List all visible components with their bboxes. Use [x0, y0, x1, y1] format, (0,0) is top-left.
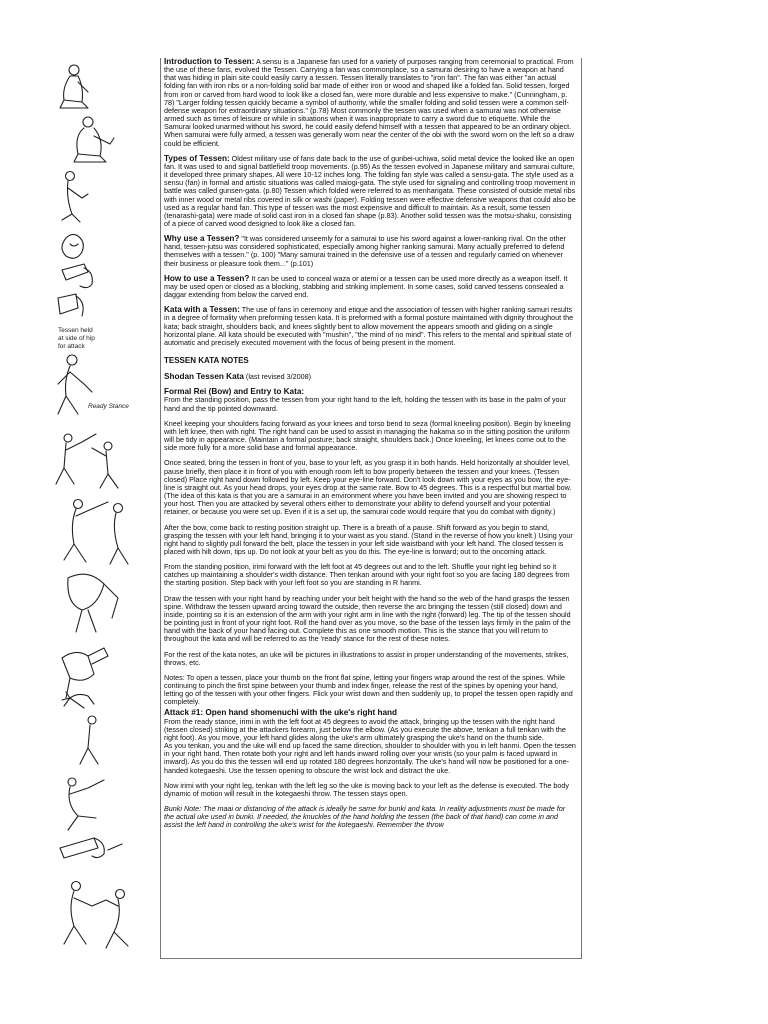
paragraph-1: From the standing position, pass the tessen from your right hand to the left, holding the tessen with its base in the palm of your hand and the tip pointed downward.: [164, 395, 566, 413]
paragraph-2: Kneel keeping your shoulders facing forward as your knees and torso bend to seza (formal kneeling position). Begin by kneeling with left knee, then with right. The right hand can be used to assist in managing the hakama so in the sitting position the uniform will be tidy in appearance. (Maintain a formal posture; back straight, shoulders back.) Once kneeling, let knees come out to the side more fully for a more solid base and formal appearance.: [164, 418, 571, 453]
paragraph-8: Notes: To open a tessen, place your thumb on the front flat spine, letting your fingers wrap around the rest of the spines. While continuing to pinch the first spine between your thumb and index finger, release the rest of the spines by opening your hand, letting go of the tessen with your other fingers. Flick your wrist down and then suddenly up, to propel the tessen open rapidly and completely.: [164, 672, 573, 707]
paragraph-9b: As you tenkan, you and the uke will end up faced the same direction, shoulder to shoulder with you in left hanmi. Open the tessen in your right hand. Then rotate both your right and left hands inward rolling over your wrists (so your palm is faced upward in inward). As you do this the tessen will end up rotated 180 degrees horizontally. The uke's hand will now be positioned for a one-handed kotegaeshi. Use the tessen opening to obscure the wrist lock and distract the uke.: [164, 741, 576, 775]
paragraph-4: After the bow, come back to resting position straight up. There is a breath of a pause. Shift forward as you begin to stand, grasping the tessen with your left hand, bringing it to your waist as you stand. (Stand in the reverse of how you knelt.) Using your right hand to slightly pull forward the belt, place the tessen in your left side waistband with your left hand. The closed tessen is placed with hilt down, tips up. Do not look at your belt as you do this. The eye-line is forward; out to the oncoming attack.: [164, 522, 573, 556]
types-paragraph: [164, 155, 576, 228]
hand-fan-parry-icon: [62, 648, 108, 698]
fan-strike-sequence-1-icon: [56, 434, 118, 488]
kneeling-attack-figure-icon: [68, 778, 104, 830]
shodan-revised: (last revised 3/2008): [243, 372, 312, 382]
kata-paragraph: [164, 306, 576, 347]
fan-opening-figure-icon: [62, 692, 98, 764]
notes-title: TESSEN KATA NOTES: [164, 356, 249, 365]
fan-closeup-sketch-icon: [58, 294, 95, 350]
kneeling-bow-figure-icon: [60, 65, 88, 108]
intro-paragraph: [164, 58, 576, 148]
why-heading: Why use a Tessen?: [164, 234, 240, 244]
why-text: "It was considered unseemly for a samurai to use his sword against a lower-ranking rival. On the other hand, tessen-jutsu was considered sophisticated, especially among higher ranking samurai. Many actually preferred to defend themselves with a tessen." (p. 100) "Many samurai trained in the defensive use of a tessen and regularly carried on whenever their business or pleasure took them..." (p.101): [164, 234, 566, 268]
intro-heading: Introduction to Tessen:: [164, 58, 255, 66]
forearm-strike-sketch-icon: [60, 838, 122, 858]
bunki-note: Bunki Note: The maai or distancing of the attack is ideally he same for bunki and kata. In reality adjustments must be made for the actual uke used in bunki. If needed, the knuckles of the hand holding the tessen (the back of that hand) can come in and assist the left hand in controlling the uke's wrist for the kotegaeshi. Remember the throw: [164, 804, 566, 830]
hand-grip-sketch-icon: [62, 234, 83, 258]
types-heading: Types of Tessen:: [164, 153, 230, 163]
hand-note-line1: Tessen held: [58, 327, 93, 334]
types-text: Oldest military use of fans date back to the use of gunbei-uchiwa, solid metal device the looked like an open fan. It was used to and signal battlefield troop movements. (p.95) As the tessen evolved in Japanese military and samurai culture, it developed three primary shapes. All were 10-12 inches long. The folding fan style was called a sensu-gata. The style used as a sensu (fan) in formal and artistic situations was called maiogi-gata. The style used for signaling and controlling troop movement in battle was called gunsen-gata. (p.80) Tessen which folded were referred to as menharigata. These consisted of outside metal ribs with inner wood or metal ribs covered in silk or washi (paper). Folding tessen were effective defensive weapons that could also be used as a regular hand fan. This type of tessen was the most expensive and difficult to maintain. As a result, some tessen (tenarashi-gata) were made of solid cast iron in a closed fan shape (p.83). Another solid tessen was the motsu-shaku, consisting of a piece of carved wood designed to look like a closed fan.: [164, 153, 576, 228]
intro-text: A sensu is a Japanese fan used for a variety of purposes ranging from ceremonial to practical. From the use of these fans, evolved the Tessen. Carrying a fan was commonplace, so a samurai desiring to have a weapon at hand that was hiding in plain site could easily carry a tessen. Tessen literally translates to "iron fan". The fan was either "an actual folding fan with iron ribs or a non-folding solid bar made of either iron or wood and shaped like a folded fan. Solid tessen, forged from iron or carved from hard wood to look like a closed fan, were more durable and less expensive to make." (Cunningham, p. 78) "Larger folding tessen quickly became a symbol of authority, while the smaller folding and solid tessen were a common self-defense weapon for extraordinary situations." (p.78) Most commonly the tessen was used when a samurai was not otherwise armed such as times of leisure or while in situations when it was inappropriate to carry a sword due to etiquette. While the Samurai looked unarmed without his sword, he could easily defend himself with a tessen that appeared to be an ordinary object. When samurai were fully armed, a tessen was generally worn near the center of the obi with the sword worn on the left so a draw could be efficient.: [164, 58, 574, 148]
paragraph-3: Once seated, bring the tessen in front of you, base to your left, as you grasp it in both hands. Held horizontally at shoulder level, pause briefly, then place it in front of you with enough room left to bow properly between the tessen and your knees. (Tessen closed) Place right hand down followed by left. Keep your eye-line forward. Don't look down with your eyes as you bow, the eye-line is straight out. As your head drops, your eyes drop at the same rate. Bow to 45 degrees. This is a respectful but martial bow. (The idea of this kata is that you are a samurai in an environment where you have been invited and you are showing respect to your host. Then you are attacked by several others either to demonstrate your ability to defend yourself and your potential retainer, or because you were set up. Even if it is a set up, the samurai code would require that you do combat with dignity.): [164, 458, 572, 517]
hand-note-line2: at side of hip: [58, 335, 95, 342]
paragraph-11: [164, 805, 576, 829]
why-paragraph: [164, 235, 576, 268]
paragraph-9a: From the ready stance, irimi in with the left foot at 45 degrees to avoid the attack, bringing up the tessen with the right hand (tessen closed) striking at the attackers forearm, just below the elbow. (As you execute the above, tenkan a full tenkan with the right foot). As you move, your left hand glides along the uke's arm ultimately grasping the uke's hand on the thumb side.: [164, 716, 566, 742]
kata-illustrations: [48, 58, 160, 958]
kata-heading: Kata with a Tessen:: [164, 305, 240, 315]
hand-note-line3: for attack: [58, 343, 85, 350]
how-heading: How to use a Tessen?: [164, 273, 250, 283]
shodan-heading: Shodan Tessen Kata: [164, 372, 244, 382]
standing-bow-figure-icon: [62, 172, 88, 223]
fan-strike-sequence-2-icon: [64, 500, 128, 565]
kata-text: The use of fans in ceremony and etique and the association of tessen with higher ranking samuri results in a degree of formality when preforming tessen kata. It is preformed with a formal posture maintained with dignity throughout the kata; back straight, shoulders back, and knees slightly bent to allow movement the appears smooth and gliding on a single horizontal plane. All kata should be executed with "mushin", "the mind of no mind". This refers to the mental and spiritual state of automatic and precisely executed movement with the focus of being present in the moment.: [164, 305, 574, 347]
rei-heading: Formal Rei (Bow) and Entry to Kata:: [164, 387, 305, 397]
how-paragraph: [164, 275, 576, 299]
shodan-line: [164, 373, 576, 381]
how-text: It can be used to conceal waza or atemi or a tessen can be used more directly as a weapon itself. It may be used open or closed as a blocking, stabbing and striking implement. In some cases, solid carved tessens consealed a daggar extending from below the carved end.: [164, 273, 568, 300]
hand-with-fan-sketch-icon: [62, 264, 92, 288]
standing-figure-ready-stance-icon: [58, 355, 129, 414]
seated-figure-with-fan-icon: [74, 117, 114, 162]
twisting-figures-icon: [68, 574, 118, 632]
paragraph-7: For the rest of the kata notes, an uke will be pictures in illustrations to assist in proper understanding of the movements, strikes, throws, etc.: [164, 649, 569, 667]
document-content: [164, 58, 576, 956]
attack-heading: Attack #1: Open hand shomenuchi with the uke's right hand: [164, 708, 398, 718]
wrist-lock-figures-icon: [64, 882, 128, 949]
illustration-column: [48, 58, 160, 958]
paragraph-6: Draw the tessen with your right hand by reaching under your belt height with the hand so the web of the hand grasps the tessen spine. Withdraw the tessen upward arcing toward the outside, then reverse the arc bringing the tessen (still closed) down and inside, pointing so it is an extension of the arm with your right arm in line with the right (forward) leg. The tip of the tessen should be pointing just in front of your right foot. Roll the hand over as you move, so the base of the tessen lays firmly in the palm of the hand with the back of your hand facing out. Complete this as one smooth motion. This is the stance that you will return to throughout the kata and will be referred to as the 'ready' stance for the rest of these notes.: [164, 593, 571, 644]
paragraph-10: Now irimi with your right leg, tenkan with the left leg so the uke is moving back to your left as the defense is executed. The body dynamic of motion will result in the kotegaeshi throw. The tessen stays open.: [164, 780, 569, 798]
ready-stance-caption: Ready Stance: [88, 403, 129, 410]
paragraph-5: From the standing position, irimi forward with the left foot at 45 degrees out and to the left. Shuffle your right leg behind so it catches up maintaining a shoulder's width distance. Then tenkan around with your right foot so you are facing 180 degrees from the starting position. Step back with your left foot so you are standing in R hanmi.: [164, 562, 570, 588]
